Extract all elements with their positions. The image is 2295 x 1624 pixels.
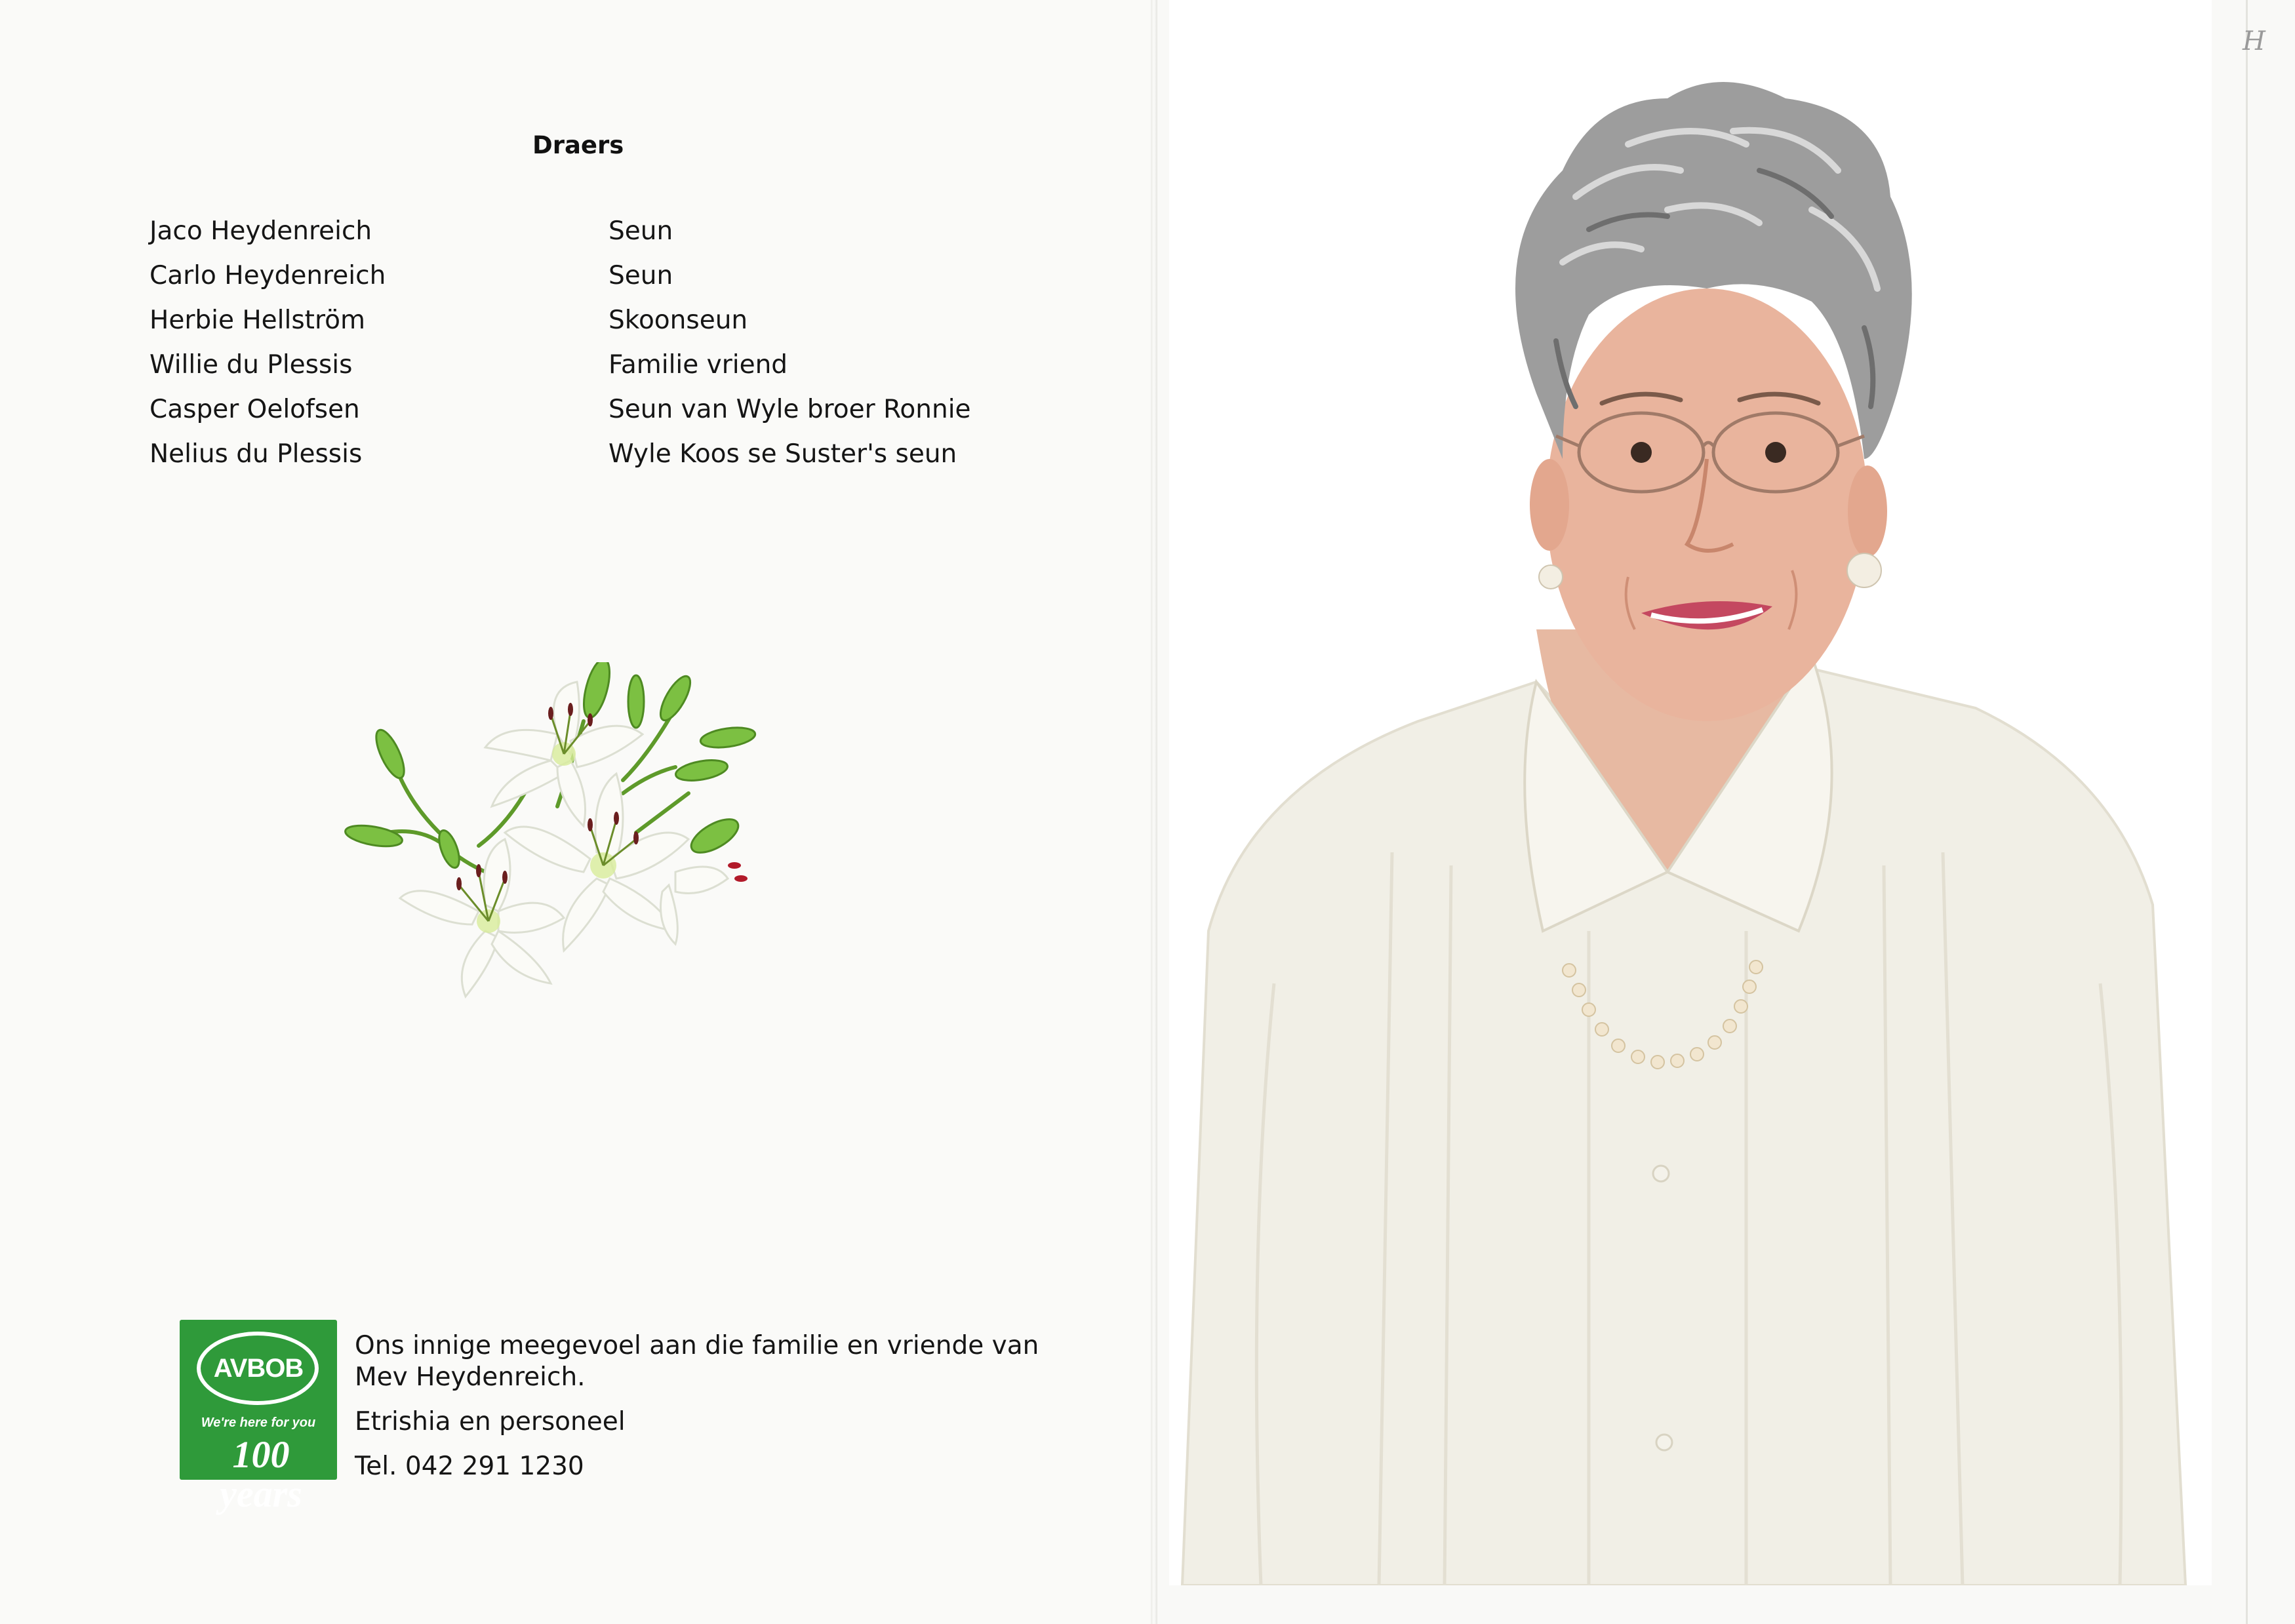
- bearer-row: [150, 216, 1002, 261]
- bearer-relation: Seun: [609, 261, 673, 290]
- page-fold: [1151, 0, 1157, 1624]
- bearer-name: Carlo Heydenreich: [150, 261, 386, 290]
- lily-flowers-illustration: [308, 662, 826, 1016]
- bearer-name: Willie du Plessis: [150, 350, 353, 380]
- bearer-relation: Seun van Wyle broer Ronnie: [609, 395, 971, 424]
- page-edge: [2246, 0, 2248, 1624]
- logo-tagline: We're here for you: [201, 1416, 316, 1430]
- bearer-relation: Seun: [609, 216, 673, 246]
- bearer-relation: Wyle Koos se Suster's seun: [609, 439, 957, 469]
- bearer-name: Jaco Heydenreich: [150, 216, 372, 246]
- condolence-line: Mev Heydenreich.: [355, 1362, 586, 1392]
- bearer-row: [150, 350, 1002, 395]
- condolence-line: Ons innige meegevoel aan die familie en vriende van: [355, 1331, 1039, 1360]
- bearer-name: Nelius du Plessis: [150, 439, 363, 469]
- bearer-row: [150, 306, 1002, 350]
- lily-icon: [308, 662, 826, 1016]
- corner-mark: H: [2243, 26, 2265, 56]
- bearer-relation: Familie vriend: [609, 350, 788, 380]
- condolence-phone: Tel. 042 291 1230: [355, 1452, 584, 1481]
- bearer-name: Casper Oelofsen: [150, 395, 360, 424]
- bearers-list: [150, 216, 1002, 484]
- logo-brand: AVBOB: [213, 1354, 304, 1383]
- portrait-photo: [1169, 0, 2212, 1585]
- bearer-row: [150, 261, 1002, 306]
- bearer-name: Herbie Hellström: [150, 306, 365, 335]
- bearers-heading: Draers: [532, 131, 624, 159]
- avbob-logo: [180, 1320, 337, 1515]
- bearer-row: [150, 439, 1002, 484]
- condolence-message: [355, 1331, 1063, 1483]
- portrait-icon: [1169, 0, 2212, 1585]
- logo-years: 100 years: [220, 1433, 302, 1515]
- condolence-sender: Etrishia en personeel: [355, 1407, 626, 1436]
- bearer-relation: Skoonseun: [609, 306, 748, 335]
- bearer-row: [150, 395, 1002, 439]
